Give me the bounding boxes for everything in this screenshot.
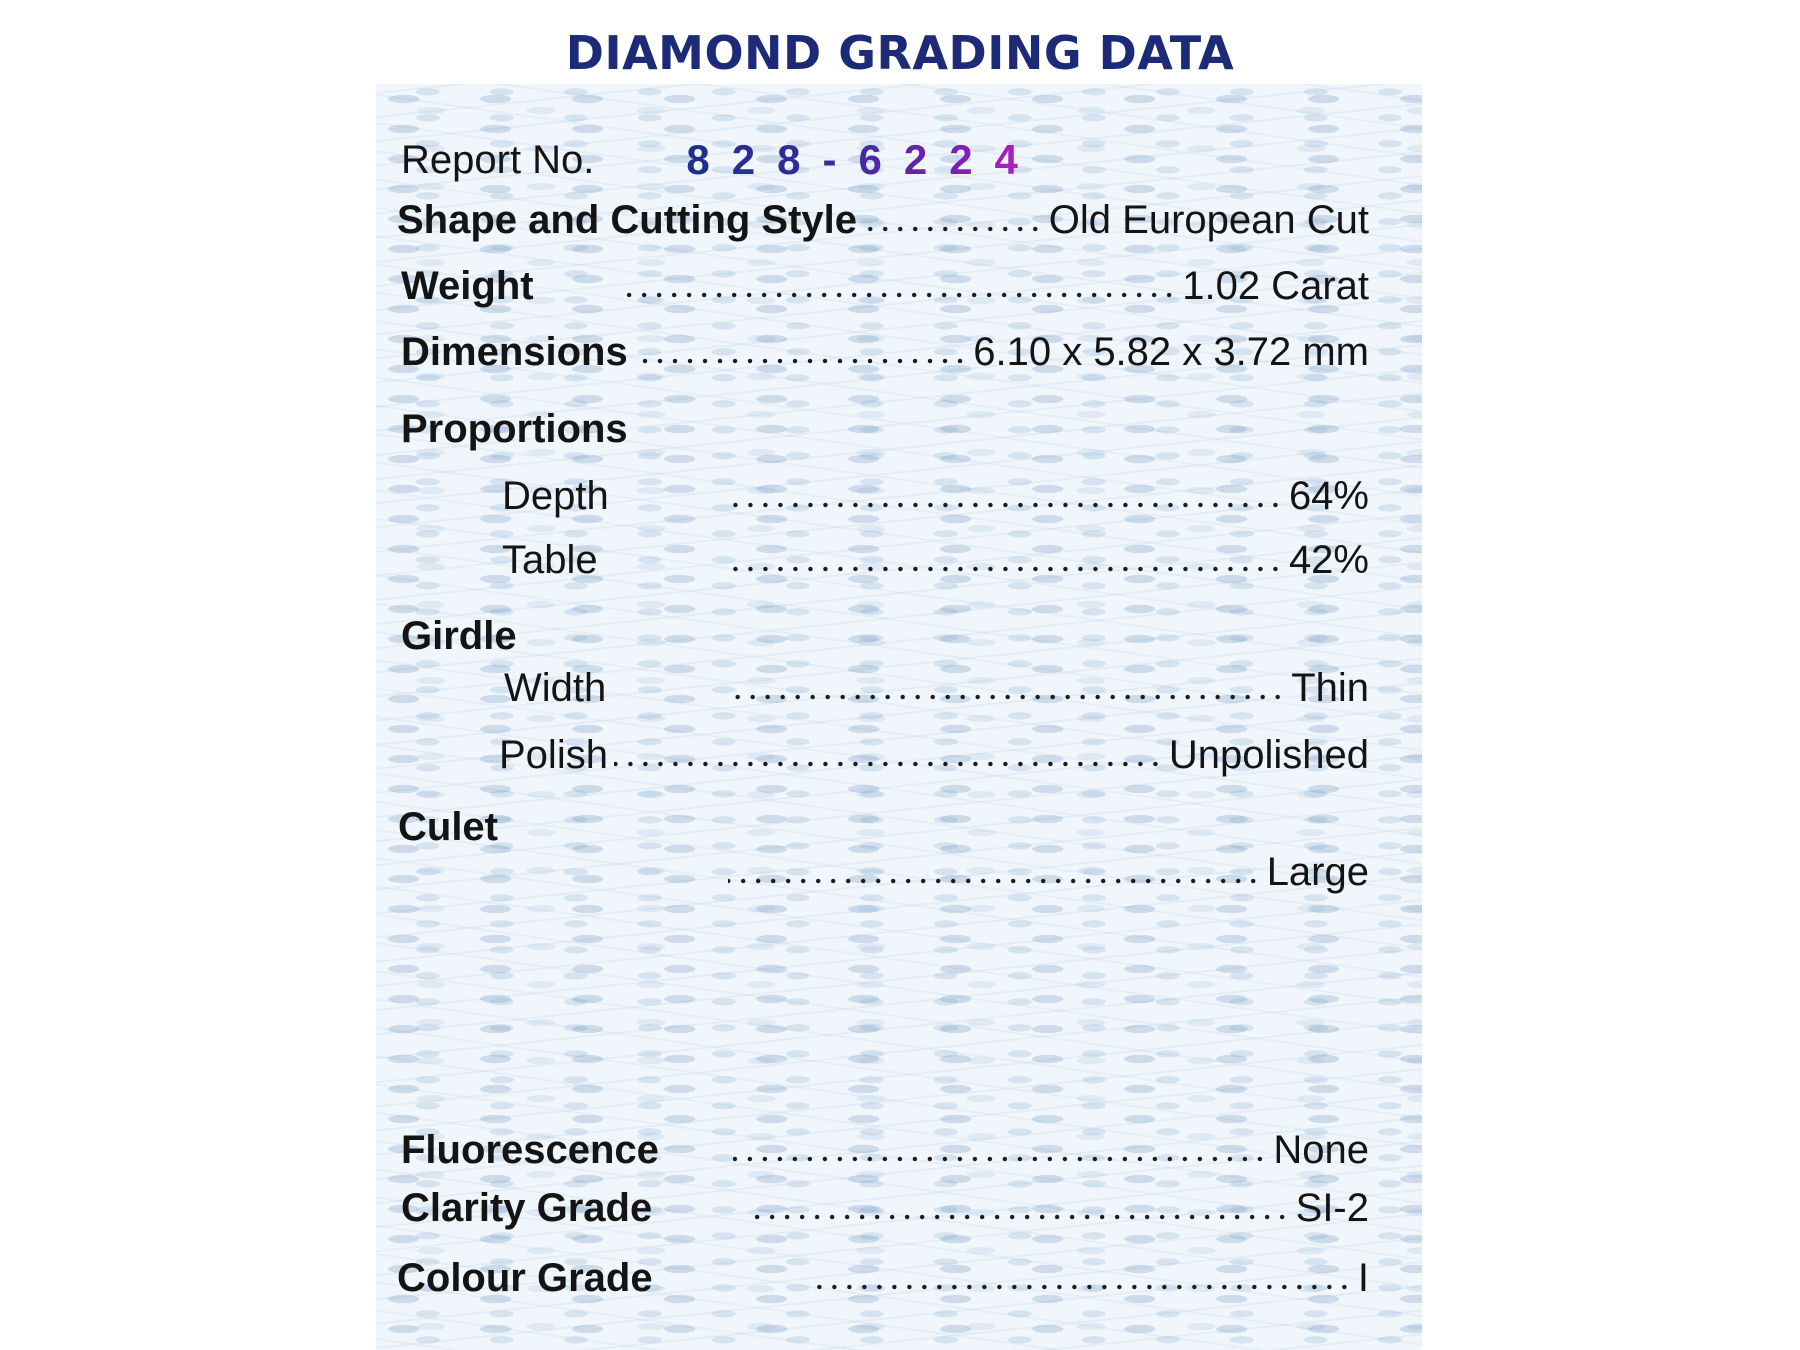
table-value: 42%	[1288, 538, 1369, 582]
dot-leader	[624, 290, 1177, 300]
document-title: DIAMOND GRADING DATA	[565, 26, 1235, 80]
girdle-width-label: Width	[504, 666, 607, 710]
dot-leader	[726, 500, 1283, 510]
fluorescence-label: Fluorescence	[401, 1128, 659, 1172]
weight-value: 1.02 Carat	[1182, 264, 1369, 308]
girdle-width-row	[504, 664, 1369, 712]
dot-leader	[728, 876, 1261, 886]
dot-leader	[726, 564, 1283, 574]
shape-cutting-style-value: Old European Cut	[1048, 198, 1369, 242]
girdle-width-value: Thin	[1291, 666, 1369, 710]
clarity-grade-value: SI-2	[1295, 1186, 1369, 1230]
girdle-polish-row	[499, 731, 1369, 779]
colour-grade-value: I	[1357, 1256, 1369, 1300]
clarity-grade-row	[401, 1184, 1369, 1232]
report-number-row	[401, 130, 1040, 184]
dot-leader	[733, 1154, 1267, 1164]
girdle-heading: Girdle	[401, 614, 517, 658]
table-row	[502, 536, 1369, 584]
girdle-polish-value: Unpolished	[1168, 733, 1369, 777]
colour-grade-row	[397, 1254, 1369, 1302]
weight-row	[401, 262, 1369, 310]
table-label: Table	[502, 538, 598, 582]
dot-leader	[634, 356, 968, 366]
report-number-value: 828-6224	[686, 136, 1040, 183]
dot-leader	[863, 224, 1043, 234]
dot-leader	[728, 692, 1285, 702]
clarity-grade-label: Clarity Grade	[401, 1186, 653, 1230]
dot-leader	[614, 759, 1163, 769]
fluorescence-row	[401, 1126, 1369, 1174]
weight-label: Weight	[401, 264, 534, 308]
depth-row	[502, 472, 1369, 520]
culet-row	[728, 848, 1369, 896]
culet-value: Large	[1266, 850, 1369, 894]
dimensions-value: 6.10 x 5.82 x 3.72 mm	[973, 330, 1369, 374]
colour-grade-label: Colour Grade	[397, 1256, 653, 1300]
dimensions-row	[401, 328, 1369, 376]
fluorescence-value: None	[1273, 1128, 1369, 1172]
shape-cutting-style-label: Shape and Cutting Style	[397, 198, 858, 242]
shape-cutting-style-row	[397, 196, 1369, 244]
depth-label: Depth	[502, 474, 609, 518]
proportions-heading: Proportions	[401, 407, 628, 451]
dot-leader	[813, 1282, 1352, 1292]
dimensions-label: Dimensions	[401, 330, 628, 374]
depth-value: 64%	[1288, 474, 1369, 518]
report-number-label: Report No.	[401, 138, 595, 182]
dot-leader	[751, 1212, 1290, 1222]
girdle-polish-label: Polish	[499, 733, 608, 777]
culet-heading: Culet	[398, 805, 498, 849]
